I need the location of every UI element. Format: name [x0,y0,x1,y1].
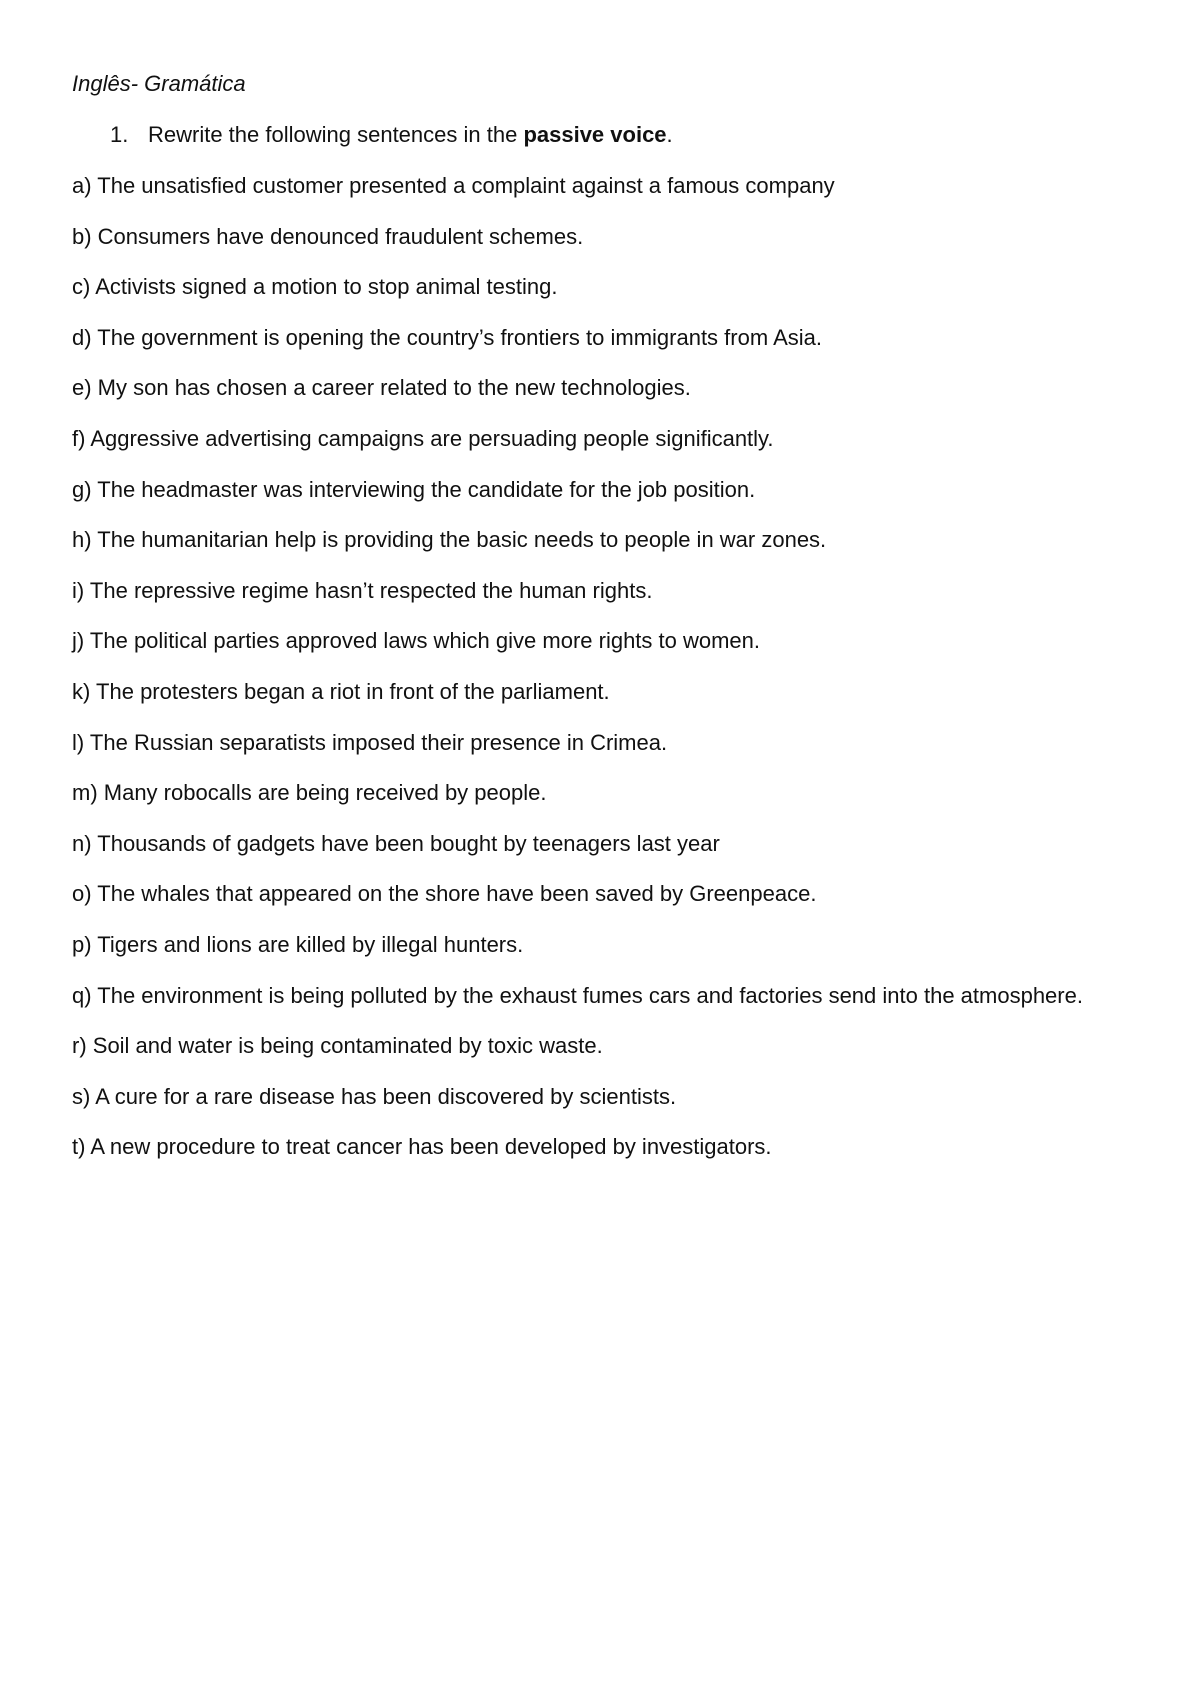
sentence-i: i) The repressive regime hasn’t respected the human rights. [72,577,653,603]
sentence-g: g) The headmaster was interviewing the candidate for the job position. [72,476,756,502]
sentence-l: l) The Russian separatists imposed their presence in Crimea. [72,729,668,755]
exercise-number: 1. [110,122,129,147]
sentence-j: j) The political parties approved laws which give more rights to women. [72,628,761,654]
sentence-p: p) Tigers and lions are killed by illegal hunters. [72,931,524,957]
sentence-r: r) Soil and water is being contaminated by toxic waste. [72,1033,603,1059]
sentence-a: a) The unsatisfied customer presented a complaint against a famous company [72,173,835,198]
sentence-c: c) Activists signed a motion to stop animal testing. [72,274,558,300]
sentence-k: k) The protesters began a riot in front of the parliament. [72,678,610,704]
sentence-o: o) The whales that appeared on the shore have been saved by Greenpeace. [72,881,817,907]
sentence-q: q) The environment is being polluted by the exhaust fumes cars and factories send into the atmosphere. [72,982,1083,1008]
instruction-text-end: . [666,122,673,147]
sentence-f: f) Aggressive advertising campaigns are persuading people significantly. [72,425,774,451]
sentence-t: t) A new procedure to treat cancer has been developed by investigators. [72,1134,772,1160]
sentence-e: e) My son has chosen a career related to the new technologies. [72,375,691,401]
exercise-instruction [72,119,1132,151]
sentence-d: d) The government is opening the country’s frontiers to immigrants from Asia. [72,324,822,350]
sentence-n: n) Thousands of gadgets have been bought by teenagers last year [72,830,720,856]
sentence-b: b) Consumers have denounced fraudulent schemes. [72,223,584,249]
document-page [72,68,1132,1173]
instruction-emphasis: passive voice [523,122,667,147]
sentence-m: m) Many robocalls are being received by people. [72,780,547,806]
sentence-h: h) The humanitarian help is providing the basic needs to people in war zones. [72,527,827,553]
document-header: Inglês- Gramática [72,71,246,96]
sentence-list [72,161,1132,1173]
instruction-text: Rewrite the following sentences in the [148,122,524,147]
sentence-s: s) A cure for a rare disease has been discovered by scientists. [72,1083,677,1109]
